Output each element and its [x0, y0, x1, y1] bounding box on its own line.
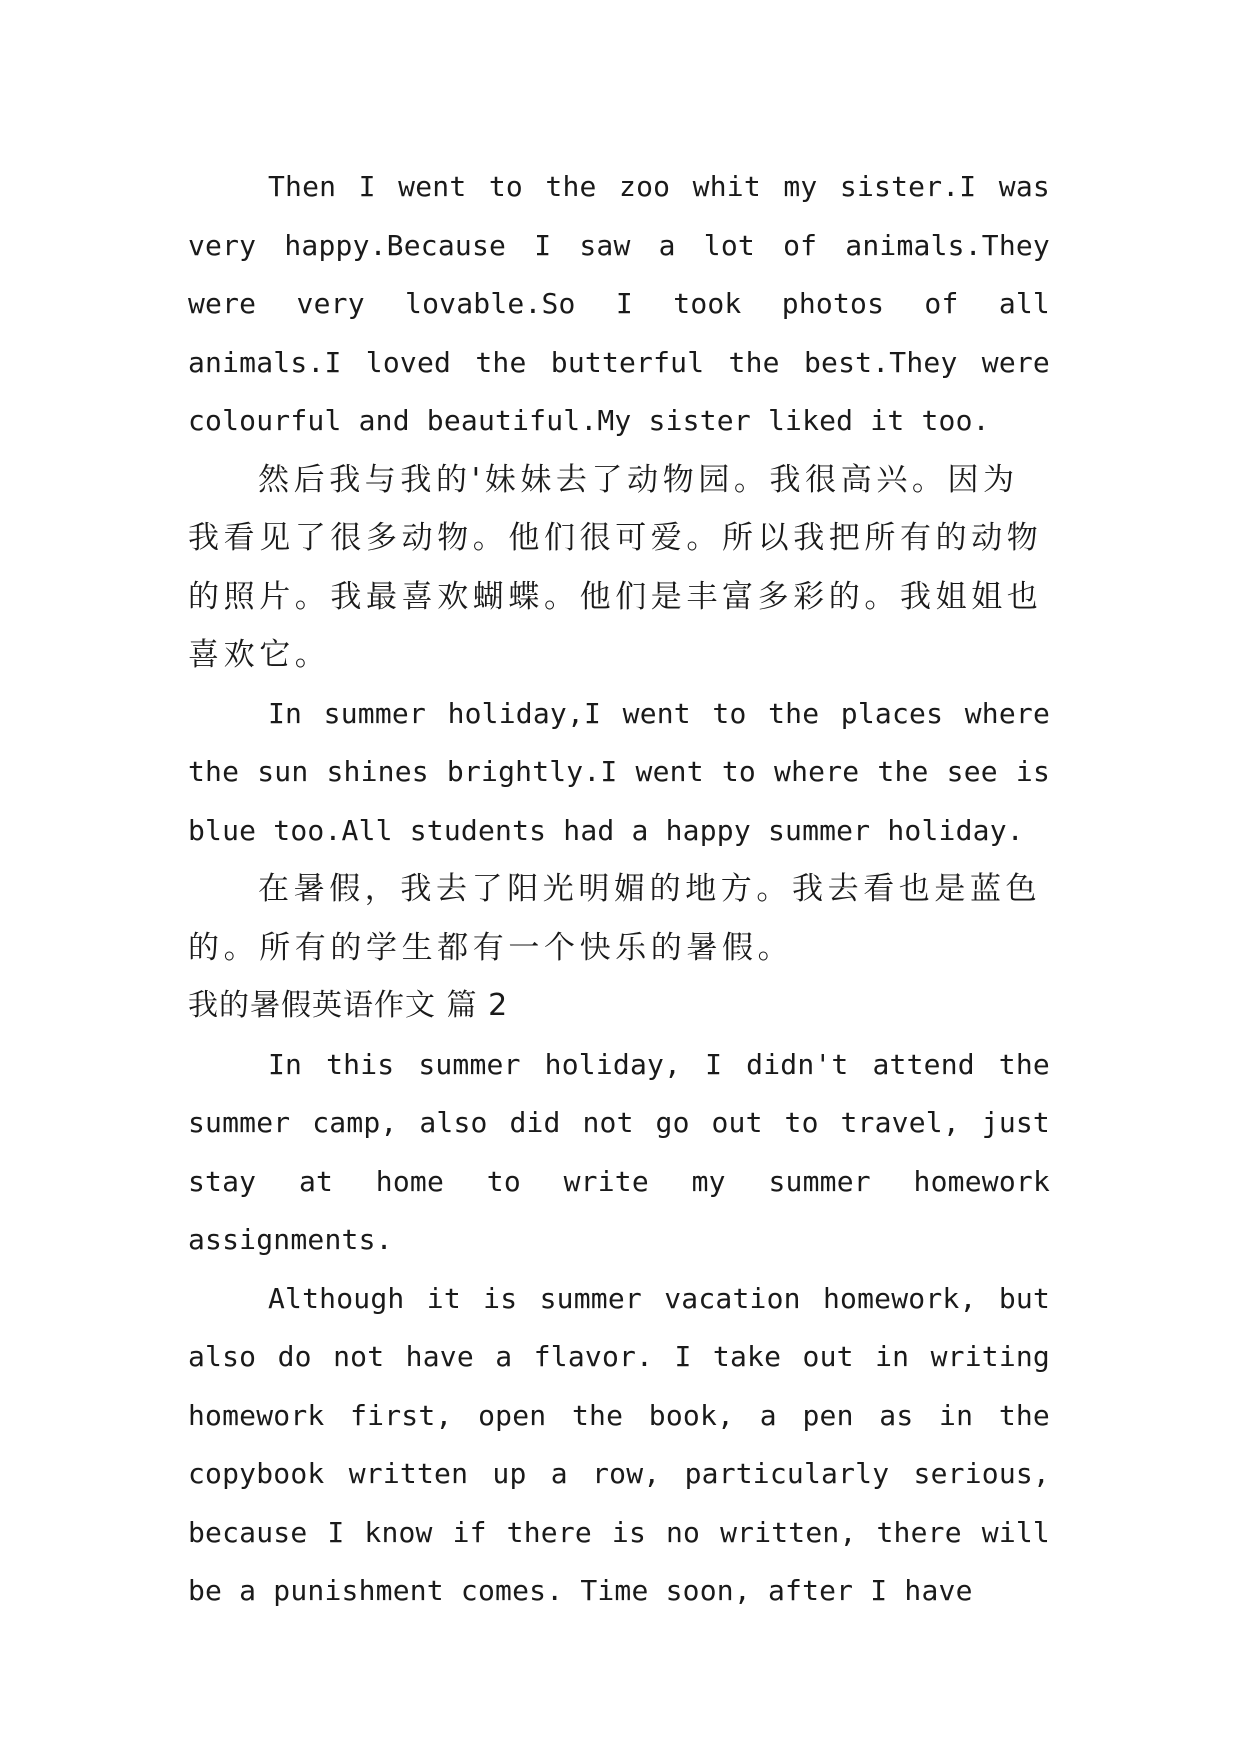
paragraph-holiday-en: In summer holiday,I went to the places where the sun shines brightly.I went to where the see is blue too.All students had a happy summer holiday. — [188, 696, 1050, 847]
paragraph-summer-camp-en: In this summer holiday, I didn't attend the summer camp, also did not go out to travel, just stay at home to write my summer homework assignments. — [188, 1047, 1050, 1256]
document-body — [188, 158, 1050, 1621]
section-heading: 我的暑假英语作文 篇 2 — [188, 988, 509, 1023]
paragraph-zoo-zh: 然后我与我的'妹妹去了动物园。我很高兴。因为我看见了很多动物。他们很可爱。所以我把所有的动物的照片。我最喜欢蝴蝶。他们是丰富多彩的。我姐姐也喜欢它。 — [188, 461, 1043, 673]
paragraph-homework-en: Although it is summer vacation homework, but also do not have a flavor. I take out in writing homework first, open the book, a pen as in the copybook written up a row, particularly serious, because I know if there is no written, there will be a punishment comes. Time soon, after I have — [188, 1281, 1050, 1607]
paragraph-holiday-zh: 在暑假，我去了阳光明媚的地方。我去看也是蓝色的。所有的学生都有一个快乐的暑假。 — [188, 871, 1042, 966]
paragraph-zoo-en: Then I went to the zoo whit my sister.I was very happy.Because I saw a lot of animals.They were very lovable.So I took photos of all animals.I loved the butterful the best.They were colourful and beautiful.My sister liked it too. — [188, 170, 1050, 437]
